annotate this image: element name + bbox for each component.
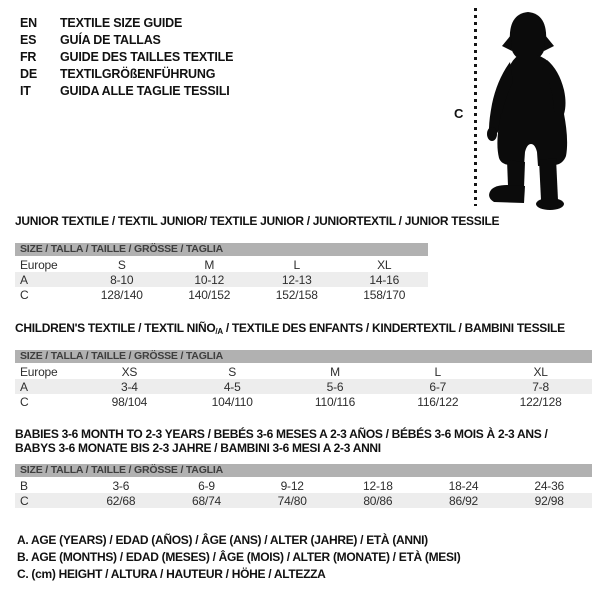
language-label: GUIDA ALLE TAGLIE TESSILI	[60, 84, 230, 98]
language-label: GUIDE DES TAILLES TEXTILE	[60, 50, 234, 64]
size-cell: 158/170	[363, 287, 406, 302]
language-row	[20, 83, 233, 100]
size-cell: 6-7	[429, 379, 447, 394]
height-dashed-line	[474, 8, 477, 206]
table-row	[15, 379, 592, 394]
size-cell: 8-10	[110, 272, 134, 287]
language-label: TEXTILGRÖßENFÜHRUNG	[60, 67, 216, 81]
row-label: C	[20, 493, 29, 508]
table-title: JUNIOR TEXTILE / TEXTIL JUNIOR/ TEXTILE JUNIOR / JUNIORTEXTIL / JUNIOR TESSILE	[15, 214, 500, 228]
measurement-legend	[17, 532, 460, 583]
language-title-list	[20, 15, 233, 100]
row-label: C	[20, 287, 29, 302]
language-code: IT	[20, 84, 31, 98]
size-cell: 116/122	[417, 394, 459, 409]
size-cell: 122/128	[519, 394, 562, 409]
table-row	[15, 394, 592, 409]
size-cell: 14-16	[369, 272, 400, 287]
size-cell: 4-5	[223, 379, 241, 394]
legend-line: B. AGE (MONTHS) / EDAD (MESES) / ÂGE (MOIS) / ALTER (MONATE) / ETÀ (MESI)	[17, 550, 461, 564]
language-row	[20, 66, 233, 83]
language-code: DE	[20, 67, 37, 81]
size-cell: S	[228, 364, 237, 379]
legend-line: C. (cm) HEIGHT / ALTURA / HAUTEUR / HÖHE / ALTEZZA	[17, 567, 326, 581]
size-cell: 98/104	[111, 394, 148, 409]
toddler-silhouette	[479, 2, 585, 212]
language-label: GUÍA DE TALLAS	[60, 33, 161, 47]
row-label: Europe	[20, 257, 58, 272]
size-header-bar: SIZE / TALLA / TAILLE / GRÖSSE / TAGLIA	[15, 243, 428, 256]
size-cell: 62/68	[106, 493, 136, 508]
size-cell: 5-6	[326, 379, 344, 394]
size-table-babies	[15, 427, 592, 508]
size-cell: 110/116	[314, 394, 356, 409]
size-cell: 3-6	[112, 478, 130, 493]
language-row	[20, 15, 233, 32]
table-title-part: / TEXTILE DES ENFANTS / KINDERTEXTIL / BAMBINI TESSILE	[222, 321, 565, 335]
size-header-bar: SIZE / TALLA / TAILLE / GRÖSSE / TAGLIA	[15, 350, 592, 363]
size-cell: 80/86	[363, 493, 393, 508]
size-cell: XL	[377, 257, 392, 272]
table-title: BABYS 3-6 MONATE BIS 2-3 JAHRE / BAMBINI 3-6 MESI A 2-3 ANNI	[15, 441, 381, 455]
table-title-part: CHILDREN'S TEXTILE / TEXTIL NIÑO	[15, 321, 216, 335]
size-cell: 140/152	[188, 287, 231, 302]
size-cell: XS	[121, 364, 138, 379]
size-cell: 92/98	[534, 493, 564, 508]
row-label: A	[20, 379, 28, 394]
size-table-junior	[15, 214, 500, 302]
row-label: A	[20, 272, 28, 287]
size-cell: 74/80	[277, 493, 307, 508]
size-cell: M	[330, 364, 340, 379]
size-cell: S	[117, 257, 126, 272]
size-table-children	[15, 321, 592, 409]
row-label: C	[20, 394, 29, 409]
size-cell: 128/140	[100, 287, 143, 302]
size-cell: 7-8	[532, 379, 549, 394]
row-label: B	[20, 478, 28, 493]
size-cell: 152/158	[275, 287, 318, 302]
size-cell: 12-18	[363, 478, 393, 493]
table-row	[15, 257, 428, 272]
table-title	[15, 321, 592, 339]
size-cell: 9-12	[280, 478, 304, 493]
language-code: FR	[20, 50, 37, 64]
size-cell: L	[293, 257, 300, 272]
language-code: ES	[20, 33, 37, 47]
size-cell: 18-24	[448, 478, 479, 493]
size-cell: 86/92	[449, 493, 479, 508]
table-row	[15, 287, 428, 302]
size-cell: XL	[533, 364, 548, 379]
size-cell: 3-4	[121, 379, 138, 394]
size-cell: L	[434, 364, 442, 379]
size-header-bar: SIZE / TALLA / TAILLE / GRÖSSE / TAGLIA	[15, 464, 592, 477]
table-title: BABIES 3-6 MONTH TO 2-3 YEARS / BEBÉS 3-6 MESES A 2-3 AÑOS / BÉBÉS 3-6 MOIS À 2-3 ANS /	[15, 427, 548, 441]
size-cell: M	[204, 257, 215, 272]
size-cell: 24-36	[534, 478, 565, 493]
size-cell: 12-13	[281, 272, 312, 287]
size-cell: 68/74	[191, 493, 222, 508]
size-cell: 104/110	[211, 394, 253, 409]
language-label: TEXTILE SIZE GUIDE	[60, 16, 183, 30]
language-row	[20, 49, 233, 66]
table-row	[15, 478, 592, 493]
table-row	[15, 493, 592, 508]
size-cell: 6-9	[198, 478, 215, 493]
height-marker-label: C	[454, 106, 464, 121]
table-row	[15, 272, 428, 287]
row-label: Europe	[20, 364, 58, 379]
legend-line: A. AGE (YEARS) / EDAD (AÑOS) / ÂGE (ANS) / ALTER (JAHRE) / ETÀ (ANNI)	[17, 533, 428, 547]
language-row	[20, 32, 233, 49]
language-code: EN	[20, 16, 37, 30]
table-title-part: /A	[215, 327, 223, 336]
table-row	[15, 364, 592, 379]
size-cell: 10-12	[194, 272, 225, 287]
